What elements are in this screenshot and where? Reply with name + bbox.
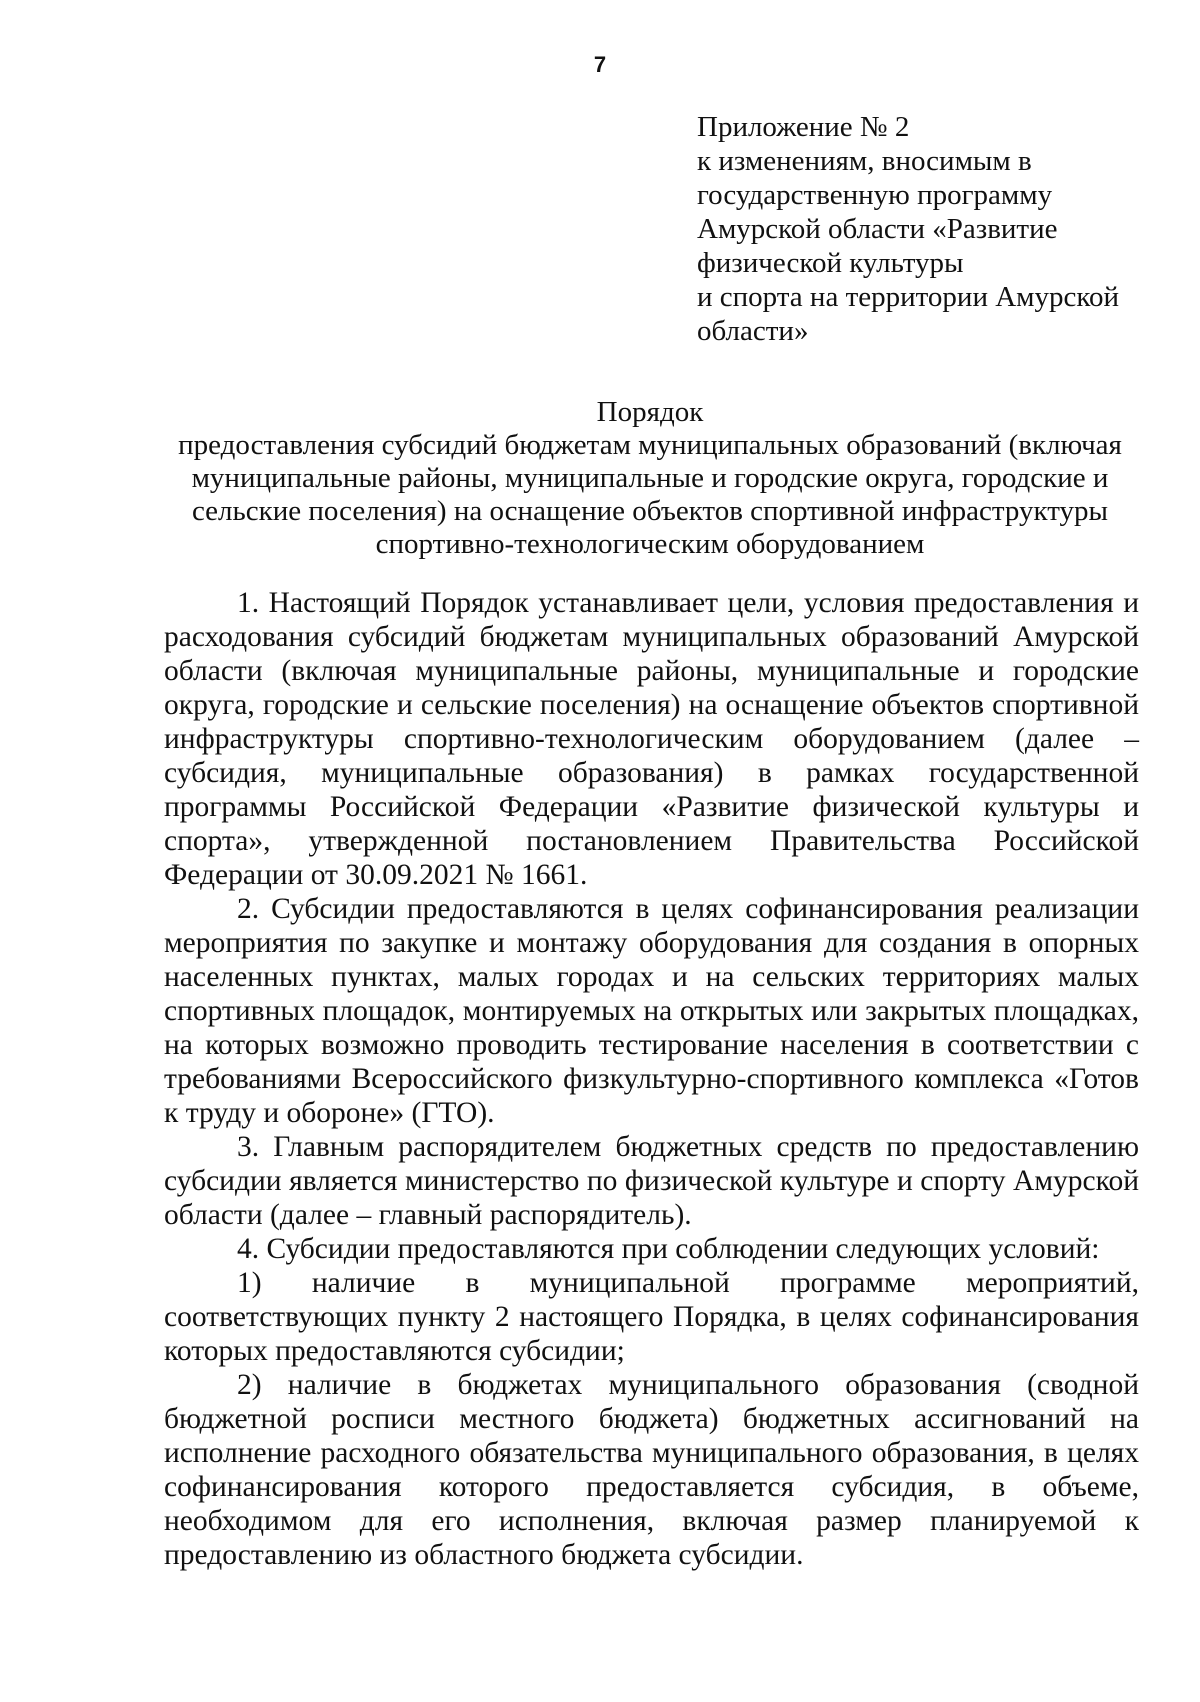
paragraph-4-item-1: 1) наличие в муниципальной программе мероприятий, соответствующих пункту 2 настоящего Порядка, в целях софинансирования которых предоставляются субсидии; — [164, 1267, 1139, 1367]
appendix-line: области» — [697, 315, 809, 347]
title-line: муниципальные районы, муниципальные и городские округа, городские и — [191, 462, 1109, 494]
title-heading: Порядок — [596, 396, 704, 428]
document-title — [165, 396, 1135, 561]
page-number: 7 — [593, 52, 607, 77]
appendix-line: Амурской области «Развитие — [697, 213, 1058, 245]
paragraph-4: 4. Субсидии предоставляются при соблюдении следующих условий: — [237, 1233, 1100, 1265]
appendix-line: к изменениям, вносимым в — [697, 145, 1032, 177]
appendix-line: физической культуры — [697, 247, 964, 279]
document-body — [164, 586, 1139, 1572]
title-line: сельские поселения) на оснащение объектов спортивной инфраструктуры — [191, 495, 1109, 527]
appendix-line: государственную программу — [697, 179, 1053, 211]
paragraph-3: 3. Главным распорядителем бюджетных средств по предоставлению субсидии является министерство по физической культуре и спорту Амурской области (далее – главный распорядитель). — [164, 1131, 1139, 1231]
appendix-line: и спорта на территории Амурской — [697, 281, 1120, 313]
paragraph-4-item-2: 2) наличие в бюджетах муниципального образования (сводной бюджетной росписи местного бюджета) бюджетных ассигнований на исполнение расходного обязательства муниципального образования, в целях софинансирования которого предоставляется субсидия, в объеме, необходимом для его исполнения, включая размер планируемой к предоставлению из областного бюджета субсидии. — [164, 1369, 1139, 1571]
appendix-block — [697, 110, 1167, 348]
paragraph-2: 2. Субсидии предоставляются в целях софинансирования реализации мероприятия по закупке и монтажу оборудования для создания в опорных населенных пунктах, малых городах и на сельских территориях малых спортивных площадок, монтируемых на открытых или закрытых площадках, на которых возможно проводить тестирование населения в соответствии с требованиями Всероссийского физкультурно-спортивного комплекса «Готов к труду и обороне» (ГТО). — [164, 893, 1139, 1129]
title-line: спортивно-технологическим оборудованием — [375, 528, 925, 560]
title-line: предоставления субсидий бюджетам муниципальных образований (включая — [178, 429, 1122, 461]
paragraph-1: 1. Настоящий Порядок устанавливает цели, условия предоставления и расходования субсидий бюджетам муниципальных образований Амурской области (включая муниципальные районы, муниципальные и городские округа, городские и сельские поселения) на оснащение объектов спортивной инфраструктуры спортивно-технологическим оборудованием (далее – субсидия, муниципальные образования) в рамках государственной программы Российской Федерации «Развитие физической культуры и спорта», утвержденной постановлением Правительства Российской Федерации от 30.09.2021 № 1661. — [164, 587, 1139, 891]
appendix-line: Приложение № 2 — [697, 111, 910, 143]
